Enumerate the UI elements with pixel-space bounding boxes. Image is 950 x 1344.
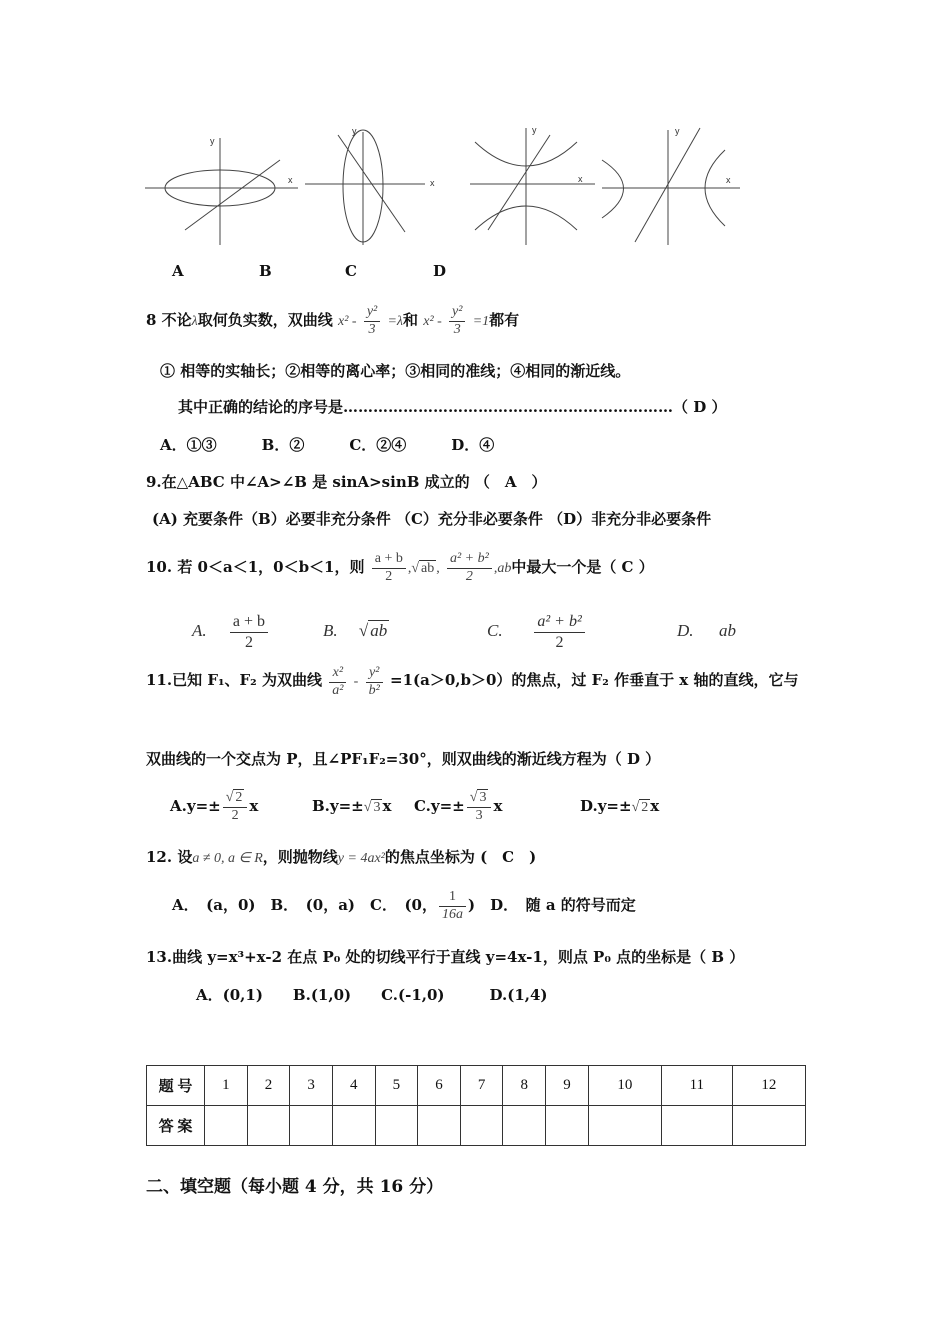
q13-options: A．(0,1) B.(1,0) C.(-1,0) D.(1,4) — [196, 986, 548, 1004]
table-cell: 7 — [460, 1066, 503, 1106]
answer-cell[interactable] — [503, 1106, 546, 1146]
q11-option-c: C.y=± $\frac{√ 3}{3}$ x — [414, 789, 503, 823]
answer-cell[interactable] — [546, 1106, 589, 1146]
q10-stem: 10. 若 0＜a＜1，0＜b＜1，则 $\frac{a + b}{2}$ ,√ ab , $\frac{\text{a² + b²}}{2}$ ,ab中最大一个是（ C ） — [146, 550, 654, 584]
answer-cell[interactable] — [732, 1106, 805, 1146]
answer-cell[interactable] — [460, 1106, 503, 1146]
q9-stem: 9.在△ABC 中∠A>∠B 是 sinA>sinB 成立的 （ A ） — [146, 473, 547, 491]
table-cell: 9 — [546, 1066, 589, 1106]
section-2-title: 二、填空题（每小题 4 分，共 16 分） — [146, 1177, 444, 1197]
q8-eq2-fraction: $\frac{\text{y²}}{3}$ — [449, 304, 465, 339]
table-cell: 1 — [205, 1066, 248, 1106]
graph-b — [305, 130, 425, 245]
q11-stem: 11.已知 F₁、F₂ 为双曲线 $\frac{\text{x²}}{\text{a²}}$ - $\frac{\text{y²}}{\text{b²}}$ =1(a＞0,b＞0）的焦点，过 F₂ 作垂直于 x 轴的直线，它与 — [146, 665, 799, 698]
q10-option-a: A. $\frac{a + b}{2}$ — [192, 607, 270, 655]
table-cell: 11 — [661, 1066, 732, 1106]
q10-option-d: D. ab — [677, 621, 737, 640]
answer-cell[interactable] — [418, 1106, 461, 1146]
graph-b-y-label: y — [352, 126, 357, 136]
graph-d — [602, 128, 740, 245]
table-row — [147, 1106, 806, 1146]
graph-c-y-label: y — [532, 125, 537, 135]
table-cell: 10 — [588, 1066, 661, 1106]
q13-stem: 13.曲线 y=x³+x-2 在点 P₀ 处的切线平行于直线 y=4x-1，则点 P₀ 点的坐标是（ B ） — [146, 948, 745, 966]
table-cell: 4 — [332, 1066, 375, 1106]
table-row — [147, 1066, 806, 1106]
table-cell: 12 — [732, 1066, 805, 1106]
answer-cell[interactable] — [247, 1106, 290, 1146]
table-header-answer: 答 案 — [147, 1106, 205, 1146]
table-cell: 5 — [375, 1066, 418, 1106]
answer-cell[interactable] — [661, 1106, 732, 1146]
q12-fraction: $\frac{1}{16a}$ — [439, 889, 466, 924]
q12-stem: 12. 设a ≠ 0, a ∈ R，则抛物线y = 4ax²的焦点坐标为 ( C ) — [146, 848, 537, 866]
q9-options: (A) 充要条件（B）必要非充分条件 （C）充分非必要条件 （D）非充分非必要条件 — [152, 510, 712, 528]
answer-cell[interactable] — [205, 1106, 248, 1146]
table-cell: 6 — [418, 1066, 461, 1106]
graph-d-x-label: x — [726, 175, 731, 185]
q8-prompt: 其中正确的结论的序号是…………………………………………………………（ D ） — [178, 398, 727, 416]
answer-cell[interactable] — [290, 1106, 333, 1146]
table-cell: 3 — [290, 1066, 333, 1106]
q12-options: A． (a，0) B． (0，a) C． (0， $\frac{1}{16a}$ ) D． 随 a 的符号而定 — [172, 888, 636, 922]
q8-items: ① 相等的实轴长；②相等的离心率；③相同的准线；④相同的渐近线。 — [160, 362, 631, 380]
q8-options: A．①③ B．② C．②④ D．④ — [160, 436, 495, 454]
q11-option-b: B.y=±√ 3 x — [312, 797, 392, 815]
q11-frac-y: $\frac{\text{y²}}{\text{b²}}$ — [366, 665, 383, 700]
graph-label-b: B — [259, 262, 272, 280]
q10-frac-2: $\frac{\text{a² + b²}}{2}$ — [447, 551, 492, 586]
answer-cell[interactable] — [588, 1106, 661, 1146]
table-header-number: 题 号 — [147, 1066, 205, 1106]
q10-option-c: C. $\frac{\text{a² + b²}}{2}$ — [487, 607, 587, 655]
graph-a-x-label: x — [288, 175, 293, 185]
q10-option-b: B. √ ab — [323, 621, 388, 640]
graph-d-y-label: y — [675, 126, 680, 136]
q11-option-d: D.y=±√ 2 x — [580, 797, 660, 815]
q10-frac-1: $\frac{a + b}{2}$ — [372, 551, 406, 586]
graph-c — [470, 128, 595, 245]
graph-label-a: A — [172, 262, 184, 280]
graph-label-c: C — [345, 262, 357, 280]
answer-cell[interactable] — [332, 1106, 375, 1146]
q8-stem: 8 不论λ取何负实数，双曲线 x² - $\frac{\text{y²}}{3}$ =λ和 x² - $\frac{\text{y²}}{3}$ =1都有 — [146, 303, 520, 337]
q11-frac-x: $\frac{\text{x²}}{\text{a²}}$ — [329, 665, 346, 700]
graph-b-x-label: x — [430, 178, 435, 188]
graph-label-d: D — [433, 262, 447, 280]
graph-c-x-label: x — [578, 174, 583, 184]
graphs-figure — [140, 120, 750, 255]
q11-option-a: A.y=± $\frac{√ 2}{2}$ x — [170, 789, 259, 823]
answer-table — [146, 1065, 806, 1146]
graph-a-y-label: y — [210, 136, 215, 146]
graph-a — [145, 138, 298, 245]
table-cell: 2 — [247, 1066, 290, 1106]
q8-eq1-fraction: $\frac{\text{y²}}{3}$ — [364, 304, 380, 339]
answer-cell[interactable] — [375, 1106, 418, 1146]
table-cell: 8 — [503, 1066, 546, 1106]
q11-line2: 双曲线的一个交点为 P，且∠PF₁F₂=30°，则双曲线的渐近线方程为（ D ） — [146, 750, 661, 768]
